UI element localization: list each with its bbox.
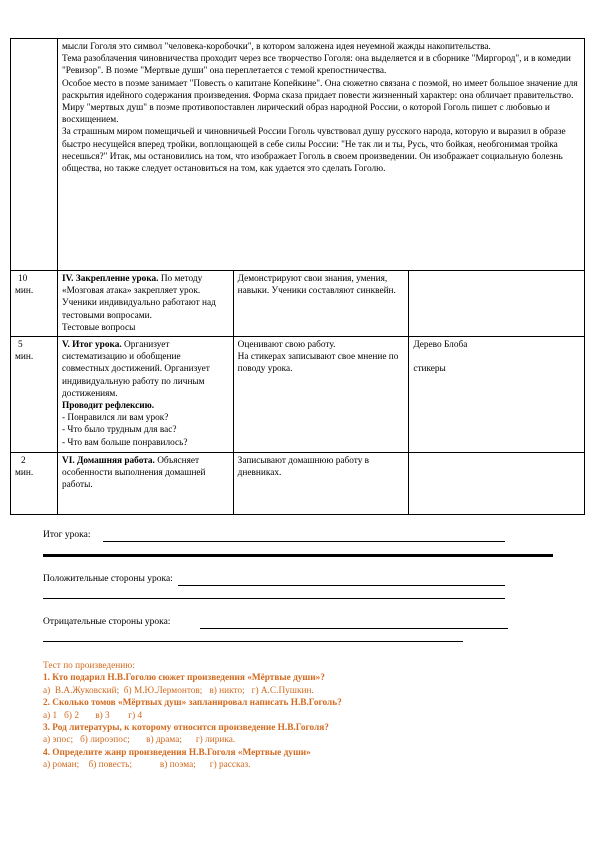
students-text: Записывают домашнюю работу в дневниках. <box>237 456 370 479</box>
students-text: Демонстрируют свои знания, умения, навыки. Ученики составляют синквейн. <box>237 274 396 297</box>
students-cell <box>233 337 409 453</box>
test-title: Тест по произведению: <box>43 661 135 671</box>
table-row <box>11 453 585 515</box>
content-cell <box>58 39 585 271</box>
table-row <box>11 337 585 453</box>
list-item: - Что было трудным для вас? <box>62 425 177 436</box>
resources-text: Дерево Блоба <box>413 340 468 351</box>
negative-line[interactable] <box>200 628 508 629</box>
answer-options: а) эпос; б) лироэпос; в) драма; г) лирика. <box>43 735 236 746</box>
negative-label: Отрицательные стороны урока: <box>43 617 171 627</box>
negative-line-2[interactable] <box>43 641 463 642</box>
divider <box>43 554 553 557</box>
stage-cell <box>58 453 234 515</box>
answer-options: а) роман; б) повесть; в) поэма; г) рассказ. <box>43 760 251 771</box>
table-row <box>11 39 585 271</box>
stage-title: V. Итог урока. <box>62 340 122 351</box>
stage-title: VI. Домашняя работа. <box>62 456 155 467</box>
reflection-title: Проводит рефлексию. <box>62 401 155 412</box>
question-list <box>62 412 229 449</box>
lesson-plan-table <box>10 38 585 515</box>
paragraph: За страшным миром помещичьей и чиновничьей России Гоголь чувствовал душу русского народа, которую и выразил в образе быстро несущейся вперед тройки, воплощающей в себе силы России: "Не так ли и ты, Русь, что бойкая, необгонимая тройка несешься?" Итак, мы остановились на том, что изображает Гоголь в своем произведении. Он изображает социальную болезнь общества, но также следует остановиться на том, как удается это сделать Гоголю. <box>62 127 566 175</box>
resources-cell <box>409 337 585 453</box>
question: 3. Род литературы, к которому относится произведение Н.В.Гоголя? <box>43 723 329 734</box>
answer-options: а) В.А.Жуковский; б) М.Ю.Лермонтов; в) никто; г) А.С.Пушкин. <box>43 685 314 696</box>
resources-extra: стикеры <box>413 364 446 375</box>
result-line[interactable] <box>103 541 505 542</box>
time-cell <box>11 39 58 271</box>
table-row <box>11 271 585 337</box>
positive-label: Положительные стороны урока: <box>43 574 173 584</box>
answer-options: а) 1 б) 2 в) 3 г) 4 <box>43 710 143 721</box>
resources-cell <box>409 453 585 515</box>
resources-cell <box>409 271 585 337</box>
time-value: 5 <box>18 340 23 351</box>
result-label: Итог урока: <box>43 530 91 540</box>
stage-cell <box>58 271 234 337</box>
question: 1. Кто подарил Н.В.Гоголю сюжет произведения «Мёртвые души»? <box>43 673 325 684</box>
time-value: 2 <box>21 456 26 467</box>
stage-text: Организует систематизацию и обобщение совместных достижений. Организует индивидуальную работу по личным достижениям. <box>62 340 210 399</box>
list-item: - Что вам больше понравилось? <box>62 437 188 448</box>
stage-text: По методу «Мозговая атака» закрепляет урок. Ученики индивидуально работают над тестовыми вопросами. <box>62 274 216 321</box>
stage-extra: Тестовые вопросы <box>62 322 136 333</box>
time-unit: мин. <box>15 286 34 297</box>
time-cell <box>11 271 58 337</box>
paragraph: мысли Гоголя это символ "человека-коробочки", в котором заложена идея неуемной жажды накопительства. <box>62 42 491 52</box>
question: 2. Сколько томов «Мёртвых душ» запланировал написать Н.В.Гоголь? <box>43 698 342 709</box>
positive-line-2[interactable] <box>43 598 505 599</box>
time-value: 10 <box>18 274 28 284</box>
positive-line[interactable] <box>178 585 505 586</box>
time-cell <box>11 453 58 515</box>
time-cell <box>11 337 58 453</box>
stage-title: IV. Закрепление урока. <box>62 274 159 284</box>
time-unit: мин. <box>15 352 34 363</box>
time-unit: мин. <box>15 468 34 479</box>
paragraph: Особое место в поэме занимает "Повесть о капитане Копейкине". Она сюжетно связана с поэмой, но имеет большое значение для раскрытия идейного содержания произведения. Форма сказа придает повести жизненный характер: она обличает правительство. <box>62 78 578 101</box>
students-extra: На стикерах записывают свое мнение по поводу урока. <box>237 352 399 375</box>
paragraph: Тема разоблачения чиновничества проходит через все творчество Гоголя: она выделяется и в сборнике "Миргород", и в комедии "Ревизор". В поэме "Мертвые души" она переплетается с темой крепостничества. <box>62 54 571 77</box>
stage-cell <box>58 337 234 453</box>
students-cell <box>233 453 409 515</box>
question: 4. Определите жанр произведения Н.В.Гоголя «Мертвые души» <box>43 747 311 758</box>
paragraph: Миру "мертвых душ" в поэме противопоставлен лирический образ народной России, о которой Гоголь пишет с любовью и восхищением. <box>62 103 550 126</box>
students-cell <box>233 271 409 337</box>
stage-text: Объясняет особенности выполнения домашней работы. <box>62 456 206 491</box>
list-item: - Понравился ли вам урок? <box>62 413 169 424</box>
test-section <box>43 660 563 772</box>
students-text: Оценивают свою работу. <box>237 340 336 351</box>
